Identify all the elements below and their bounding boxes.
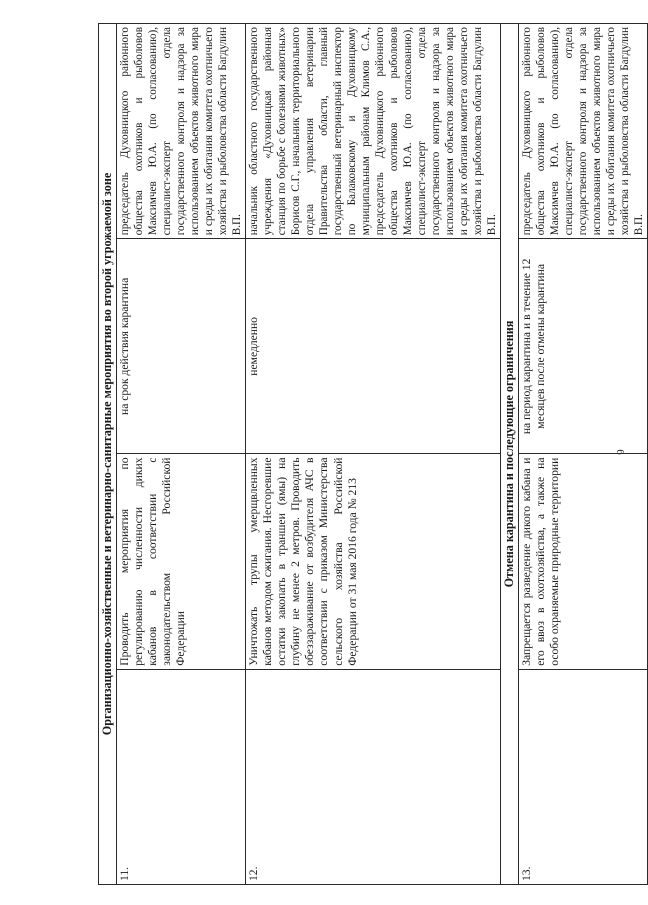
row-term: немедленно [246, 239, 501, 454]
row-number: 13. [519, 669, 648, 884]
row-number: 12. [246, 669, 501, 884]
row-action: Проводить мероприятия по регулированию численности диких кабанов в соответствии с законодательством Российской Федерации [117, 454, 246, 669]
table-row [117, 24, 246, 885]
row-action: Уничтожать трупы умерщвленных кабанов методом сжигания. Несгоревшие остатки закопать в траншеи (ямы) на глубину не менее 2 метров. Проводить обеззараживание от возбудителя АЧС в соответствии с приказом Министерства сельского хозяйства Российской Федерации от 31 мая 2016 года № 213 [246, 454, 501, 669]
rotated-table-wrapper [98, 23, 645, 885]
page-number: 6 [613, 449, 626, 455]
row-action: Запрещается разведение дикого кабана и его ввоз в охотхозяйства, а также на особо охраняемые природные территории [519, 454, 648, 669]
section-header-row [501, 24, 519, 885]
row-responsible: председатель Духовницкого районного общества охотников и рыболовов Максимчев Ю.А. (по согласованию), специалист-эксперт отдела государственного контроля и надзора за использованием объектов животного мира и среды их обитания комитета охотничьего хозяйства и рыболовства области Багдулин В.П. [117, 24, 246, 239]
table-row [519, 24, 648, 885]
row-term: на срок действия карантина [117, 239, 246, 454]
row-responsible: начальник областного государственного учреждения «Духовницкая районная станция по борьбе с болезнями животных» Борисов С.Г., начальник территориального отдела управления ветеринарии Правительства области, главный государственный ветеринарный инспектор по Балаковскому и Духовницкому муниципальным районам Климов С.А., председатель Духовницкого районного общества охотников и рыболовов Максимчев Ю.А. (по согласованию), специалист-эксперт отдела государственного контроля и надзора за использованием объектов животного мира и среды их обитания комитета охотничьего хозяйства и рыболовства области Багдулин В.П. [246, 24, 501, 239]
row-term: на период карантина и в течение 12 месяцев после отмены карантина [519, 239, 648, 454]
measures-table [98, 23, 648, 885]
section-title-quarantine-cancel: Отмена карантина и последующие ограничения [501, 24, 519, 885]
section-title-second-zone: Организационно-хозяйственные и ветеринарно-санитарные мероприятия во второй угрожаемой зоне [99, 24, 117, 885]
row-responsible: председатель Духовницкого районного общества охотников и рыболовов Максимчев Ю.А. (по согласованию), специалист-эксперт отдела государственного контроля и надзора за использованием объектов животного мира и среды их обитания комитета охотничьего хозяйства и рыболовства области Багдулин В.П. [519, 24, 648, 239]
row-number: 11. [117, 669, 246, 884]
table-row [246, 24, 501, 885]
section-header-row [99, 24, 117, 885]
